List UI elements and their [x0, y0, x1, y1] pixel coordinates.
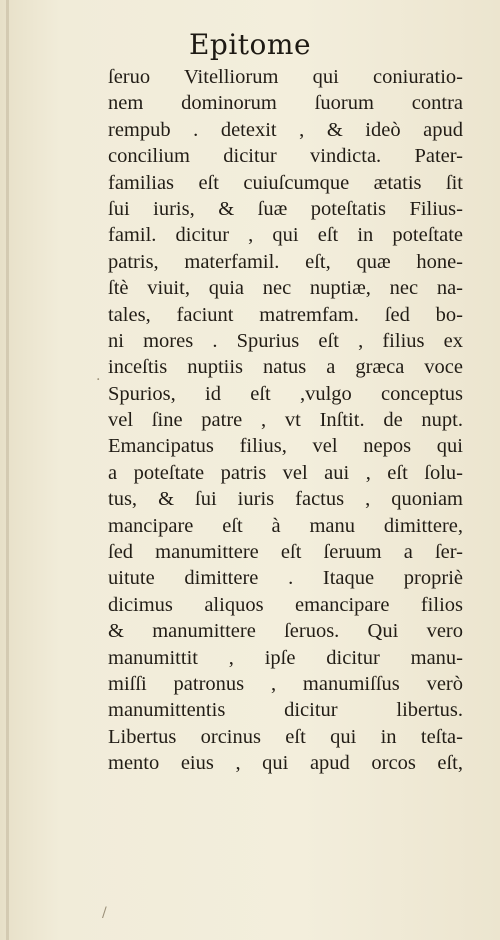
paper-speck: .	[96, 368, 101, 384]
text-line: Spurios, id eſt ,vulgo conceptus	[108, 382, 463, 405]
text-line: mento eius , qui apud orcos eſt,	[108, 752, 463, 775]
text-line: manumittentis dicitur libertus.	[108, 699, 463, 722]
text-line: ſtè viuit, quia nec nuptiæ, nec na-	[108, 277, 463, 300]
paper-speck: /	[102, 905, 107, 921]
text-line: uitute dimittere . Itaque propriè	[108, 567, 463, 590]
text-line: dicimus aliquos emancipare filios	[108, 593, 463, 616]
text-line: famil. dicitur , qui eſt in poteſtate	[108, 224, 463, 247]
text-line: tales, faciunt matremfam. ſed bo-	[108, 303, 463, 326]
text-line: mancipare eſt à manu dimittere,	[108, 514, 463, 537]
running-header: Epitome	[188, 28, 312, 61]
text-line: vel ſine patre , vt Inſtit. de nupt.	[108, 409, 463, 432]
text-line: manumittit , ipſe dicitur manu-	[108, 646, 463, 669]
text-line: miſſi patronus , manumiſſus verò	[108, 672, 463, 695]
page-fold-shadow	[6, 0, 9, 940]
text-line: concilium dicitur vindicta. Pater-	[108, 145, 463, 168]
text-line: tus, & ſui iuris factus , quoniam	[108, 488, 463, 511]
text-line: patris, materfamil. eſt, quæ hone-	[108, 250, 463, 273]
text-line: Emancipatus filius, vel nepos qui	[108, 435, 463, 458]
body-text	[108, 64, 463, 777]
text-line: inceſtis nuptiis natus a græca voce	[108, 356, 463, 379]
text-line: nem dominorum ſuorum contra	[108, 92, 463, 115]
text-line: ſed manumittere eſt ſeruum a ſer-	[108, 541, 463, 564]
text-line: rempub . detexit , & ideò apud	[108, 118, 463, 141]
text-line: familias eſt cuiuſcumque ætatis ſit	[108, 171, 463, 194]
text-line: ſeruo Vitelliorum qui coniuratio-	[108, 66, 463, 88]
text-line: a poteſtate patris vel aui , eſt ſolu-	[108, 461, 463, 484]
text-line: ni mores . Spurius eſt , filius ex	[108, 329, 463, 352]
text-line: & manumittere ſeruos. Qui vero	[108, 620, 463, 643]
text-line: ſui iuris, & ſuæ poteſtatis Filius-	[108, 197, 463, 220]
text-line: Libertus orcinus eſt qui in teſta-	[108, 725, 463, 748]
